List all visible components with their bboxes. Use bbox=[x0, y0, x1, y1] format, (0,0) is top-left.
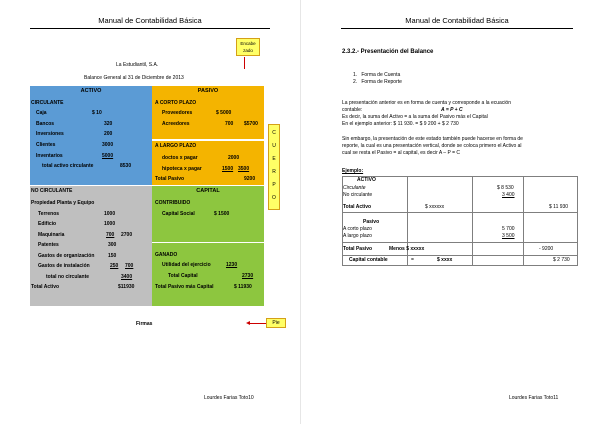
no-circ-item-name: Gastos de instalación bbox=[38, 263, 90, 269]
table-total-activo-mid: $ xxxxxx bbox=[425, 204, 445, 210]
table-col-rule bbox=[523, 176, 524, 266]
para2-line: cual se resta el Pasivo = al capital, es decir A – P = C bbox=[342, 150, 461, 156]
table-total-activo-val: $ 11 930 bbox=[549, 204, 569, 210]
table-row-rule bbox=[342, 255, 578, 256]
total-pasivo-capital-label: Total Pasivo más Capital bbox=[155, 284, 214, 290]
no-circ-item-value: 300 bbox=[108, 242, 117, 248]
no-circ-item-name: Gastos de organización bbox=[38, 253, 95, 259]
total-activo-value: $11930 bbox=[118, 284, 135, 290]
encabezado-callout bbox=[236, 38, 260, 56]
cuerpo-letter: U bbox=[272, 143, 276, 149]
corto-item-name: Proveedores bbox=[162, 110, 193, 116]
right-page bbox=[301, 0, 600, 424]
corto-item-value: 700 bbox=[225, 121, 234, 127]
no-circ-item-value: 700 bbox=[106, 232, 115, 238]
table-largo: A largo plazo bbox=[343, 233, 372, 239]
table-cc-mid: $ xxxx bbox=[437, 257, 453, 263]
circ-item-name: Bancos bbox=[36, 121, 55, 127]
total-circulante-value: 8530 bbox=[120, 163, 132, 169]
cuerpo-callout bbox=[268, 124, 280, 210]
capital-social-value: $ 1500 bbox=[214, 211, 230, 217]
utilidad-label: Utilidad del ejercicio bbox=[162, 262, 211, 268]
table-cc-eq: = bbox=[411, 257, 414, 263]
table-total-pasivo: Total Pasivo bbox=[343, 246, 373, 252]
left-page-header: Manual de Contabilidad Básica bbox=[98, 16, 202, 25]
cuerpo-letter: R bbox=[272, 169, 276, 175]
total-activo-label: Total Activo bbox=[31, 284, 60, 290]
para1-line: contable: bbox=[342, 107, 363, 113]
encabezado-callout-line1: Encabe bbox=[240, 41, 256, 46]
circ-item-name: Caja bbox=[36, 110, 47, 116]
circ-item-name: Inventarios bbox=[36, 153, 63, 159]
no-circ-item-value: 250 bbox=[110, 263, 119, 269]
total-capital-label: Total Capital bbox=[168, 273, 198, 279]
table-col-rule bbox=[472, 176, 473, 266]
right-page-header: Manual de Contabilidad Básica bbox=[405, 16, 509, 25]
total-no-circ-label: total no circulante bbox=[46, 274, 90, 280]
table-total-activo: Total Activo bbox=[343, 204, 372, 210]
no-circ-item-extra: 2700 bbox=[121, 232, 133, 238]
largo-item-name: doctos x pagar bbox=[162, 155, 198, 161]
table-no-circulante-val: 3 400 bbox=[502, 192, 515, 198]
pie-callout: Pie bbox=[266, 318, 286, 328]
no-circ-item-name: Edificio bbox=[38, 221, 57, 227]
total-capital-value: 2730 bbox=[242, 273, 254, 279]
table-circulante: Circulante bbox=[343, 185, 366, 191]
no-circ-item-value: 150 bbox=[108, 253, 117, 259]
capital-header: CAPITAL bbox=[196, 188, 220, 194]
circ-item-name: Inversiones bbox=[36, 131, 64, 137]
right-header-rule bbox=[341, 28, 573, 29]
para2-line: Sin embargo, la presentación de este estado también puede hacerse en forma de bbox=[342, 136, 523, 142]
para1-line: En el ejemplo anterior: $ 11 930. = $ 9 200 + $ 2 730 bbox=[342, 121, 459, 127]
table-activo-header: ACTIVO bbox=[357, 177, 376, 183]
pasivo-header: PASIVO bbox=[197, 88, 219, 94]
no-circ-item-extra: 700 bbox=[125, 263, 134, 269]
largo-item-value: 1500 bbox=[222, 166, 234, 172]
circ-item-value: $ 10 bbox=[92, 110, 102, 116]
firmas-label: Firmas bbox=[136, 321, 153, 327]
table-cc-val: $ 2 730 bbox=[553, 257, 570, 263]
no-circ-item-value: 1000 bbox=[104, 221, 116, 227]
table-largo-val: 3 500 bbox=[502, 233, 515, 239]
no-circ-item-name: Maquinaria bbox=[38, 232, 65, 238]
total-pasivo-capital-value: $ 11930 bbox=[234, 284, 252, 290]
total-no-circ-value: 3400 bbox=[121, 274, 133, 280]
contribuido-label: CONTRIBUIDO bbox=[155, 200, 191, 206]
capital-social-label: Capital Social bbox=[162, 211, 195, 217]
ganado-label: GANADO bbox=[155, 252, 178, 258]
largo-item-extra: 3500 bbox=[238, 166, 250, 172]
table-capital-contable: Capital contable bbox=[349, 257, 388, 263]
corto-item-extra: $5700 bbox=[244, 121, 258, 127]
table-no-circulante: No circulante bbox=[343, 192, 373, 198]
circulante-label: CIRCULANTE bbox=[31, 100, 64, 106]
total-circulante-label: total activo circulante bbox=[42, 163, 94, 169]
table-circulante-val: $ 8 530 bbox=[497, 185, 514, 191]
corto-item-value: $ 5000 bbox=[216, 110, 232, 116]
ejemplo-label: Ejemplo: bbox=[342, 168, 364, 174]
list-item: 1. Forma de Cuenta bbox=[353, 72, 401, 78]
table-row-rule bbox=[342, 212, 578, 213]
encabezado-callout-line2: zado bbox=[243, 48, 253, 53]
cuerpo-letter: E bbox=[272, 156, 276, 162]
no-circ-item-value: 1000 bbox=[104, 211, 116, 217]
cuerpo-letter: C bbox=[272, 130, 276, 136]
statement-title: Balance General al 31 de Diciembre de 2013 bbox=[84, 75, 184, 81]
pie-arrow bbox=[248, 323, 266, 324]
activo-header: ACTIVO bbox=[80, 88, 102, 94]
table-corto-val: 5 700 bbox=[502, 226, 515, 232]
total-pasivo-label: Total Pasivo bbox=[155, 176, 185, 182]
table-corto: A corto plazo bbox=[343, 226, 372, 232]
list-item-label: Forma de Cuenta bbox=[361, 72, 401, 78]
company-name: La Estudiantil, S.A. bbox=[116, 62, 159, 68]
para1-line: La presentación anterior es en forma de cuenta y corresponde a la ecuación bbox=[342, 100, 511, 106]
pie-arrow-head bbox=[246, 321, 250, 325]
largo-item-value: 2000 bbox=[228, 155, 240, 161]
equation: A = P + C bbox=[441, 107, 463, 113]
cuerpo-letter: P bbox=[272, 182, 276, 188]
left-footer: Lourdes Farias Toto10 bbox=[204, 395, 254, 401]
no-circ-item-name: Terrenos bbox=[38, 211, 60, 217]
table-menos: Menos $ xxxxx bbox=[389, 246, 425, 252]
corto-item-name: Acreedores bbox=[162, 121, 190, 127]
encabezado-arrow bbox=[244, 57, 245, 69]
circ-item-value: 3000 bbox=[102, 142, 114, 148]
section-title: 2.3.2.- Presentación del Balance bbox=[342, 49, 434, 55]
circ-item-value: 5000 bbox=[102, 153, 114, 159]
para2-line: reporte, la cual es una presentación vertical, donde se coloca primero el Activo al bbox=[342, 143, 522, 149]
circ-item-name: Clientes bbox=[36, 142, 56, 148]
table-pasivo-header: Pasivo bbox=[363, 219, 380, 225]
cuerpo-letter: O bbox=[272, 195, 276, 201]
list-item: 2. Forma de Reporte bbox=[353, 79, 402, 85]
table-total-pasivo-val: - 9200 bbox=[539, 246, 554, 252]
largo-plazo-label: A LARGO PLAZO bbox=[155, 143, 197, 149]
circ-item-value: 200 bbox=[104, 131, 113, 137]
circ-item-value: 320 bbox=[104, 121, 113, 127]
propiedad-label: Propiedad Planta y Equipo bbox=[31, 200, 95, 206]
right-footer: Lourdes Farias Toto11 bbox=[509, 395, 559, 401]
largo-item-name: hipoteca x pagar bbox=[162, 166, 202, 172]
table-row-rule bbox=[342, 242, 578, 243]
utilidad-value: 1230 bbox=[226, 262, 238, 268]
para1-line: Es decir, la suma del Activo = a la suma del Pasivo más el Capital bbox=[342, 114, 488, 120]
corto-plazo-label: A CORTO PLAZO bbox=[155, 100, 197, 106]
left-header-rule bbox=[30, 28, 270, 29]
list-item-label: Forma de Reporte bbox=[361, 79, 402, 85]
no-circ-item-name: Patentes bbox=[38, 242, 59, 248]
total-pasivo-value: 9200 bbox=[244, 176, 256, 182]
no-circulante-label: NO CIRCULANTE bbox=[31, 188, 73, 194]
table-col-rule bbox=[407, 176, 408, 266]
